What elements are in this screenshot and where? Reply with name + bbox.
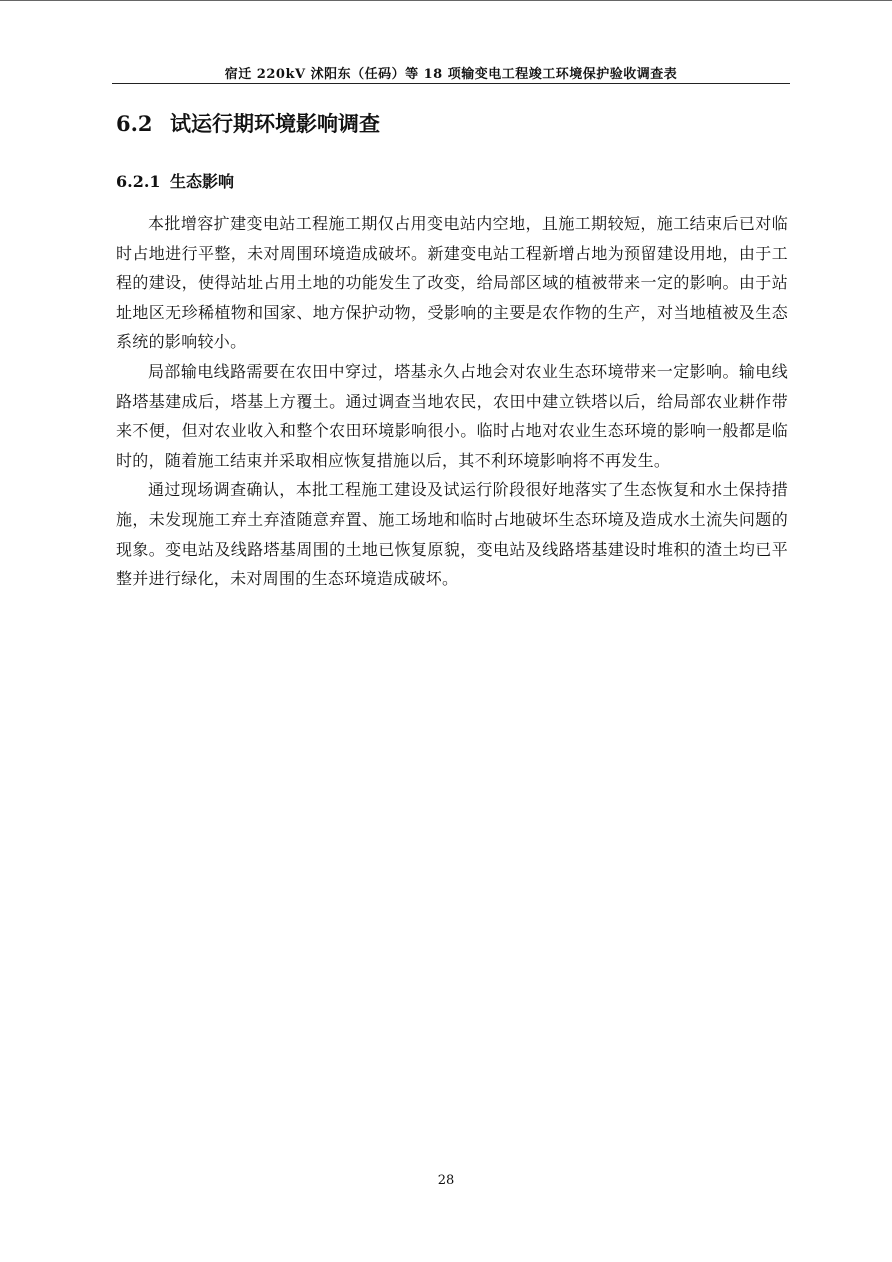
paragraph: 通过现场调查确认，本批工程施工建设及试运行阶段很好地落实了生态恢复和水土保持措施，未发现施工弃土弃渣随意弃置、施工场地和临时占地破坏生态环境及造成水土流失问题的现象。变电站及线路塔基周围的土地已恢复原貌，变电站及线路塔基建设时堆积的渣土均已平整并进行绿化，未对周围的生态环境造成破坏。: [116, 480, 788, 589]
paragraph: 局部输电线路需要在农田中穿过，塔基永久占地会对农业生态环境带来一定影响。输电线路塔基建成后，塔基上方覆土。通过调查当地农民，农田中建立铁塔以后，给局部农业耕作带来不便，但对农业收入和整个农田环境影响很小。临时占地对农业生态环境的影响一般都是临时的，随着施工结束并采取相应恢复措施以后，其不利环境影响将不再发生。: [116, 361, 788, 470]
body-text: [116, 209, 788, 594]
header-rule: [112, 83, 790, 84]
subsection-heading: [116, 169, 234, 192]
subsection-title: 生态影响: [170, 172, 235, 191]
section-title: 试运行期环境影响调查: [170, 111, 380, 136]
section-heading: [116, 108, 380, 138]
page-number: 28: [437, 1173, 455, 1188]
section-number: 6.2: [116, 111, 153, 136]
running-header: 宿迁 220kV 沭阳东（任码）等 18 项输变电工程竣工环境保护验收调查表: [224, 67, 678, 82]
subsection-number: 6.2.1: [116, 172, 161, 191]
paragraph: 本批增容扩建变电站工程施工期仅占用变电站内空地，且施工期较短，施工结束后已对临时占地进行平整，未对周围环境造成破坏。新建变电站工程新增占地为预留建设用地，由于工程的建设，使得站址占用土地的功能发生了改变，给局部区域的植被带来一定的影响。由于站址地区无珍稀植物和国家、地方保护动物，受影响的主要是农作物的生产，对当地植被及生态系统的影响较小。: [116, 214, 788, 352]
